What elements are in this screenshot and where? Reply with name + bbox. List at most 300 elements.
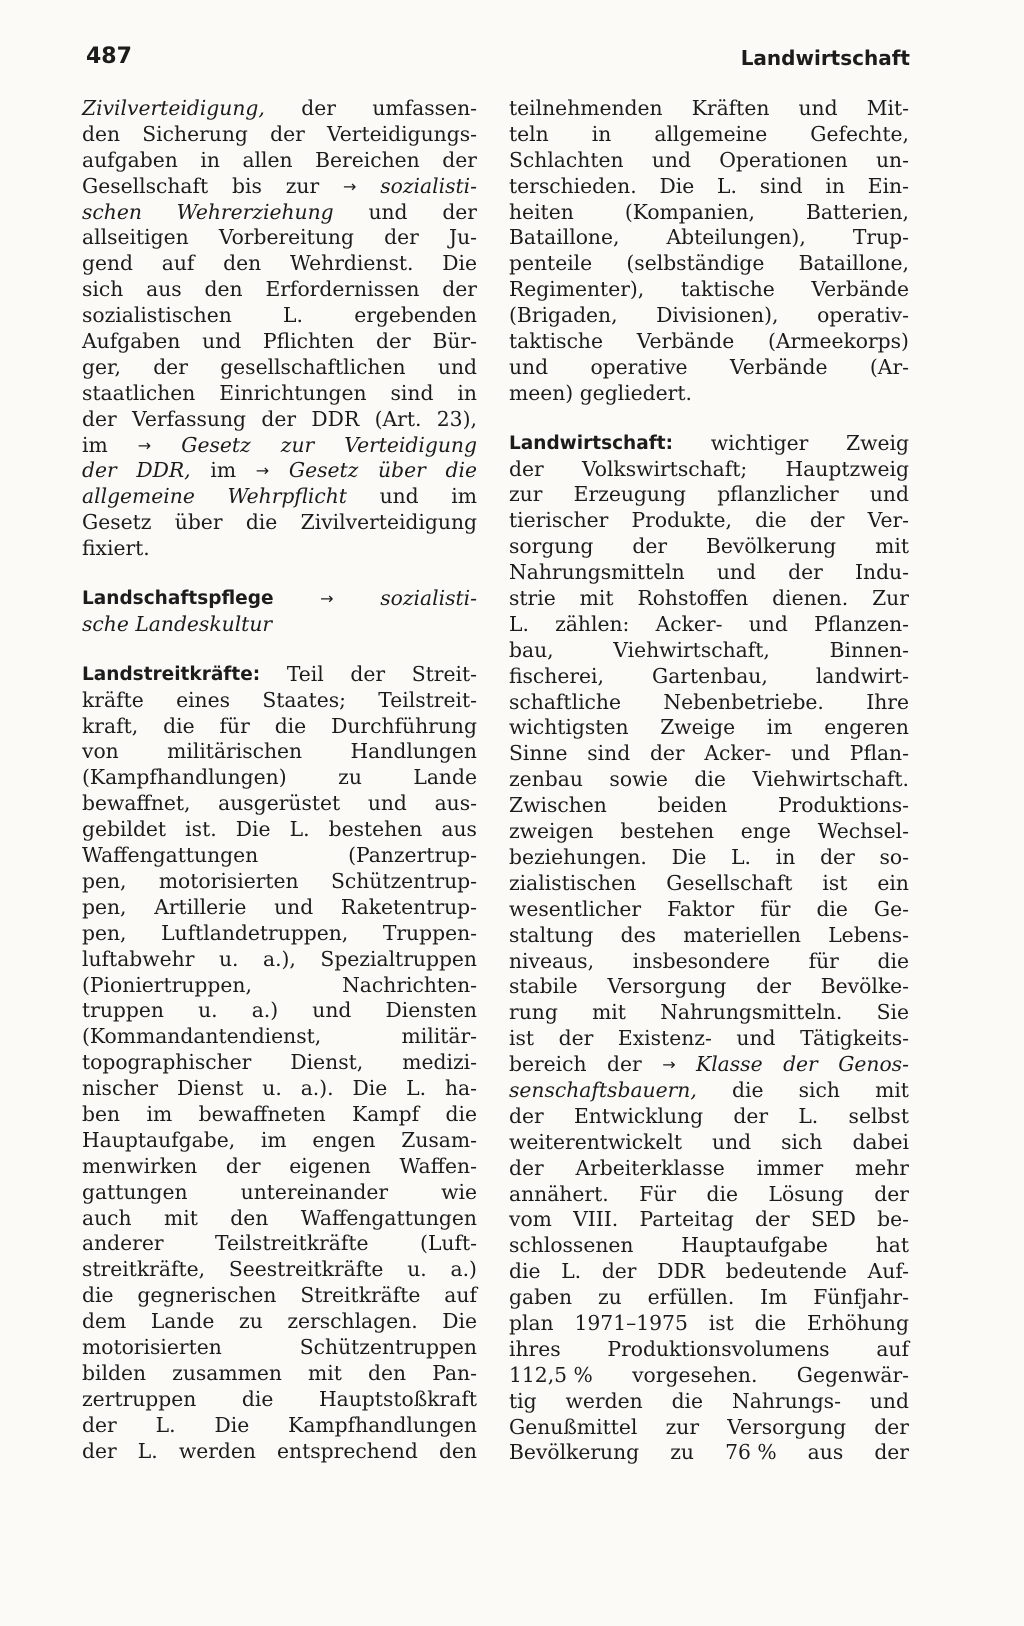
word: Erzeugung	[573, 482, 686, 507]
word: beiden	[657, 793, 728, 818]
word: Wechsel-	[817, 819, 909, 844]
italic-term: sche	[82, 611, 129, 636]
text-line	[509, 1389, 909, 1415]
word: Dienst	[176, 1076, 244, 1101]
word: auf	[161, 251, 195, 276]
word: meen)	[509, 380, 574, 405]
word: anderer	[82, 1231, 164, 1256]
word: Die	[659, 173, 695, 198]
text-line	[82, 381, 477, 407]
word: die	[816, 896, 848, 921]
text-line	[82, 586, 477, 612]
word: Regimenter),	[509, 277, 645, 302]
text-line	[509, 897, 909, 923]
word: Durchführung	[331, 713, 477, 738]
text-line	[82, 225, 477, 251]
word: und	[736, 1026, 776, 1051]
word: die	[731, 1077, 764, 1102]
left-text-column	[82, 96, 477, 1464]
entry-headword: Landwirtschaft:	[509, 432, 674, 454]
text-line	[82, 973, 477, 999]
word: Lebens-	[828, 922, 909, 947]
paragraph-gap	[509, 407, 909, 431]
text-line	[82, 303, 477, 329]
word: aus-	[434, 791, 477, 816]
text-line	[509, 664, 909, 690]
text-line	[509, 819, 909, 845]
word: der	[153, 354, 188, 379]
word: der	[874, 1181, 909, 1206]
text-line	[509, 845, 909, 871]
paragraph-gap	[82, 562, 477, 586]
word: die	[245, 510, 278, 535]
text-line	[509, 303, 909, 329]
word: sich	[82, 277, 124, 302]
word: der	[607, 1052, 642, 1077]
entry-headword: Landstreitkräfte:	[82, 663, 261, 685]
word: nischer	[82, 1076, 159, 1101]
word: die	[706, 1181, 739, 1206]
word: aufgaben	[82, 147, 178, 172]
text-line	[82, 329, 477, 355]
word: der	[442, 199, 477, 224]
word: Parteitag	[639, 1207, 734, 1232]
word: dabei	[852, 1129, 909, 1154]
text-line	[82, 895, 477, 921]
word: mehr	[855, 1155, 909, 1180]
word: im	[210, 458, 237, 483]
word: Versorgung	[607, 974, 727, 999]
word: im	[766, 715, 793, 740]
word: (Panzertrup-	[348, 843, 477, 868]
text-line	[509, 1156, 909, 1182]
word: der	[442, 147, 477, 172]
word: (Pioniertruppen,	[82, 972, 252, 997]
word: Streitkräfte	[300, 1283, 421, 1308]
word: dienen.	[772, 586, 849, 611]
word: sich	[798, 1077, 840, 1102]
word: Handlungen	[350, 739, 477, 764]
word: und	[790, 741, 831, 766]
word: staatlichen	[82, 380, 196, 405]
word: und	[274, 894, 314, 919]
italic-term: allgemeine	[82, 484, 195, 509]
italic-term: Klasse	[696, 1052, 763, 1077]
text-line	[509, 534, 909, 560]
word: bau,	[509, 637, 554, 662]
word: Ju-	[448, 225, 477, 250]
word: und	[312, 998, 352, 1023]
word: in	[200, 147, 220, 172]
word: Im	[760, 1285, 788, 1310]
word: hat	[875, 1233, 909, 1258]
text-line	[82, 510, 477, 536]
word: Vorbereitung	[218, 225, 354, 250]
word: mit	[164, 1205, 198, 1230]
word: vom	[509, 1207, 552, 1232]
text-line	[82, 714, 477, 740]
word: für	[808, 948, 839, 973]
italic-term: schen	[82, 199, 142, 224]
word: gegliedert.	[579, 380, 692, 405]
word: bereich	[509, 1052, 587, 1077]
word: weiterentwickelt	[509, 1129, 683, 1154]
word: eines	[176, 687, 231, 712]
word: u.	[262, 1076, 282, 1101]
word: der	[82, 1412, 117, 1437]
word: ist	[509, 1026, 535, 1051]
word: bewaffnet,	[82, 791, 191, 816]
word: Entwicklung	[573, 1103, 704, 1128]
italic-term: Wehrpflicht	[227, 484, 347, 509]
word: ist	[708, 1310, 734, 1335]
word: sozialistischen	[82, 303, 232, 328]
word: Zweige	[660, 715, 736, 740]
text-line	[82, 1102, 477, 1128]
word: Für	[639, 1181, 677, 1206]
text-line	[509, 277, 909, 303]
word: L.	[731, 844, 752, 869]
word: werden	[565, 1388, 643, 1413]
word: Pflichten	[262, 329, 355, 354]
word: werden	[178, 1438, 256, 1463]
word: den	[204, 277, 243, 302]
word: über	[174, 510, 223, 535]
word: der	[82, 1438, 117, 1463]
word: a.),	[262, 946, 296, 971]
word: motorisierten	[158, 868, 299, 893]
word: Nahrungsmitteln.	[660, 1000, 843, 1025]
word: untereinander	[240, 1179, 389, 1204]
word: (Kampfhandlungen)	[82, 765, 287, 790]
word: Indu-	[855, 560, 909, 585]
word: mit	[875, 1077, 909, 1102]
word: tierischer	[509, 508, 609, 533]
word: Volkswirtschaft;	[581, 456, 748, 481]
word: Teilstreit-	[378, 687, 477, 712]
text-line	[82, 122, 477, 148]
word: (Art.	[374, 406, 422, 431]
word: militär-	[401, 1024, 477, 1049]
word: und	[379, 484, 419, 509]
word: Bereichen	[315, 147, 420, 172]
word: DDR	[657, 1259, 705, 1284]
italic-term: Gesetz	[181, 432, 251, 457]
word: der	[509, 1155, 544, 1180]
word: ihres	[509, 1336, 561, 1361]
word: Verteidigungs-	[327, 121, 477, 146]
word: Sinne	[509, 741, 568, 766]
italic-term: zur	[280, 432, 315, 457]
word: Kräften	[691, 96, 770, 120]
word: sorgung	[509, 534, 594, 559]
word: (Ar-	[869, 354, 909, 379]
word: in	[825, 173, 845, 198]
word: Zivilverteidigung	[300, 510, 477, 535]
text-line	[509, 431, 909, 457]
text-line	[82, 433, 477, 459]
word: Die	[671, 844, 707, 869]
word: Bevölke-	[820, 974, 909, 999]
word: in	[775, 844, 796, 869]
text-line	[82, 251, 477, 277]
text-line	[82, 148, 477, 174]
word: gend	[82, 251, 134, 276]
text-line	[509, 174, 909, 200]
word: die	[755, 508, 787, 533]
word: Teil	[286, 661, 324, 686]
word: der	[509, 1103, 544, 1128]
cross-reference-arrow: →	[662, 1055, 676, 1075]
text-line	[82, 612, 477, 638]
word: Gesellschaft	[82, 173, 209, 198]
text-line	[82, 536, 477, 562]
word: den	[82, 121, 121, 146]
word: kraft,	[82, 713, 139, 738]
text-line	[509, 767, 909, 793]
word: SED	[810, 1207, 856, 1232]
word: Lande	[413, 765, 477, 790]
word: be-	[877, 1207, 909, 1232]
text-line	[509, 923, 909, 949]
word: die	[754, 1310, 787, 1335]
italic-term: DDR,	[136, 458, 191, 483]
word: den	[368, 1360, 407, 1385]
word: der	[261, 406, 297, 431]
text-line	[82, 1128, 477, 1154]
word: des	[620, 922, 657, 947]
text-line	[509, 1415, 909, 1441]
word: der	[558, 1026, 594, 1051]
word: der	[82, 406, 117, 431]
word: penteile	[509, 251, 593, 276]
word: den	[230, 1205, 269, 1230]
word: die	[445, 1101, 477, 1126]
word: ist	[822, 870, 848, 895]
word: (Brigaden,	[509, 303, 618, 328]
word: Waffen-	[399, 1153, 477, 1178]
text-line	[82, 277, 477, 303]
word: Abteilungen),	[666, 225, 806, 250]
word: der	[649, 741, 685, 766]
word: kräfte	[82, 687, 144, 712]
word: Produkte,	[631, 508, 733, 533]
text-line	[509, 329, 909, 355]
word: ausgerüstet	[218, 791, 341, 816]
word: zur	[665, 1414, 700, 1439]
word: immer	[756, 1155, 824, 1180]
word: die	[694, 767, 726, 792]
text-line	[82, 355, 477, 381]
text-line	[82, 96, 477, 122]
cross-reference-arrow: →	[137, 435, 152, 455]
word: u.	[407, 1257, 427, 1282]
text-line	[509, 1363, 909, 1389]
word: Sicherung	[142, 121, 248, 146]
word: der	[733, 1103, 769, 1128]
word: Nahrungsmitteln	[509, 560, 685, 585]
word: entsprechend	[277, 1438, 418, 1463]
word: Diensten	[385, 998, 477, 1023]
word: staltung	[509, 922, 594, 947]
text-line	[509, 793, 909, 819]
word: Zweig	[846, 430, 909, 455]
word: Mit-	[866, 96, 909, 120]
word: Lande	[150, 1309, 215, 1334]
text-line	[82, 869, 477, 895]
word: Pflanzen-	[814, 611, 909, 636]
word: Bataillone,	[798, 251, 909, 276]
text-line	[82, 407, 477, 433]
word: Staates;	[262, 687, 346, 712]
word: Verbände	[729, 354, 828, 379]
word: der	[788, 560, 823, 585]
word: Viehwirtschaft,	[613, 637, 770, 662]
word: und	[651, 147, 691, 172]
word: wichtigsten	[509, 715, 629, 740]
text-line	[509, 200, 909, 226]
word: in	[591, 121, 612, 146]
text-line	[82, 1283, 477, 1309]
text-line	[509, 1078, 909, 1104]
word: allseitigen	[82, 225, 189, 250]
word: auf	[876, 1336, 909, 1361]
word: zu	[338, 765, 362, 790]
word: Verbände	[636, 329, 735, 354]
word: Zusam-	[401, 1127, 477, 1152]
word: Luftlandetruppen,	[161, 920, 349, 945]
word: Hauptzweig	[785, 456, 909, 481]
text-line	[509, 1130, 909, 1156]
word: für	[219, 713, 250, 738]
text-line	[509, 1052, 909, 1078]
word: pen,	[82, 868, 127, 893]
word: zweigen	[509, 819, 594, 844]
word: Die	[214, 1412, 250, 1437]
italic-term: Landeskultur	[135, 611, 273, 636]
cross-reference-arrow: →	[320, 589, 334, 609]
word: 1971–1975	[574, 1310, 688, 1335]
text-line	[82, 1309, 477, 1335]
word: Kampf	[352, 1101, 420, 1126]
word: Produktionsvolumens	[607, 1336, 830, 1361]
word: Seestreitkräfte	[228, 1257, 384, 1282]
word: heiten	[509, 199, 574, 224]
text-line	[82, 1439, 477, 1465]
word: operativ-	[817, 303, 909, 328]
word: auf	[444, 1283, 477, 1308]
text-line	[509, 225, 909, 251]
word: die	[241, 1386, 274, 1411]
word: 112,5 %	[509, 1362, 593, 1387]
text-line	[509, 1337, 909, 1363]
text-line	[82, 1413, 477, 1439]
word: Faktor	[667, 896, 735, 921]
word: L.	[289, 817, 310, 842]
word: bewaffneten	[198, 1101, 326, 1126]
word: schlossenen	[509, 1233, 634, 1258]
word: Bür-	[432, 329, 477, 354]
word: Wehrdienst.	[289, 251, 414, 276]
text-line	[82, 1024, 477, 1050]
word: L.	[406, 1076, 427, 1101]
word: die	[82, 1283, 114, 1308]
word: sind	[759, 173, 803, 198]
word: der	[301, 96, 336, 120]
word: wie	[441, 1179, 477, 1204]
word: zenbau	[509, 767, 583, 792]
word: sich	[781, 1129, 823, 1154]
text-line	[82, 1361, 477, 1387]
word: (Luft-	[420, 1231, 477, 1256]
word: Bevölkerung	[706, 534, 837, 559]
text-line	[509, 974, 909, 1000]
text-line	[82, 1206, 477, 1232]
word: ben	[82, 1101, 121, 1126]
word: (Kommandantendienst,	[82, 1024, 322, 1049]
cross-reference-arrow: →	[343, 176, 357, 196]
word: topographischer	[82, 1050, 252, 1075]
word: Sie	[876, 1000, 909, 1025]
word: Bataillone,	[509, 225, 620, 250]
text-line	[82, 484, 477, 510]
word: Pflan-	[849, 741, 909, 766]
word: Schlachten	[509, 147, 624, 172]
text-line	[82, 947, 477, 973]
word: Zur	[872, 586, 909, 611]
word: materiellen	[683, 922, 801, 947]
word: Die	[442, 251, 477, 276]
word: ist.	[185, 817, 217, 842]
word: und	[202, 329, 242, 354]
text-line	[509, 1233, 909, 1259]
word: Die	[235, 817, 271, 842]
text-line	[82, 998, 477, 1024]
word: bedeutende	[725, 1259, 847, 1284]
word: aus	[146, 277, 182, 302]
word: mit	[875, 534, 909, 559]
word: Fünfjahr-	[813, 1285, 909, 1310]
word: Raketentrup-	[340, 894, 477, 919]
text-line	[509, 482, 909, 508]
word: wesentlicher	[509, 896, 642, 921]
word: Schützentrup-	[330, 868, 477, 893]
word: der	[270, 121, 305, 146]
page-number: 487	[86, 44, 132, 69]
word: L.	[716, 173, 737, 198]
text-line	[509, 1259, 909, 1285]
word: eigenen	[289, 1153, 371, 1178]
word: strie	[509, 586, 556, 611]
word: der	[384, 225, 419, 250]
word: der	[350, 661, 386, 686]
italic-term: Wehrerziehung	[176, 199, 334, 224]
text-line	[509, 355, 909, 381]
text-line	[509, 638, 909, 664]
italic-term: sozialisti-	[380, 173, 477, 198]
word: Viehwirtschaft.	[752, 767, 909, 792]
word: und	[368, 199, 408, 224]
word: Verbände	[811, 277, 909, 302]
text-line	[82, 174, 477, 200]
word: gegnerischen	[137, 1283, 277, 1308]
word: luftabwehr	[82, 946, 195, 971]
text-line	[509, 560, 909, 586]
word: der	[874, 1440, 909, 1465]
text-line	[82, 765, 477, 791]
word: Gartenbau,	[652, 663, 768, 688]
word: VIII.	[573, 1207, 619, 1232]
